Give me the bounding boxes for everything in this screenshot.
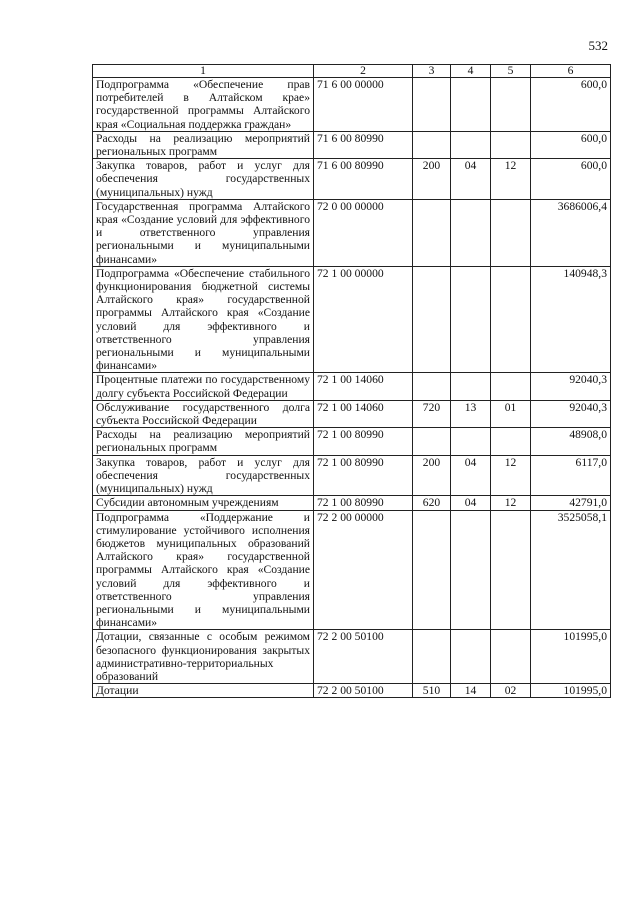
row-vr <box>413 630 451 684</box>
row-name: Закупка товаров, работ и услуг для обеспечения государственных (муниципальных) нужд <box>93 159 314 200</box>
row-pr <box>491 630 531 684</box>
row-code: 72 2 00 50100 <box>314 684 413 698</box>
column-header: 1 <box>93 65 314 78</box>
row-pr: 02 <box>491 684 531 698</box>
row-code: 71 6 00 80990 <box>314 131 413 158</box>
row-vr: 620 <box>413 496 451 510</box>
row-rz: 04 <box>451 159 491 200</box>
row-name: Расходы на реализацию мероприятий региональных программ <box>93 131 314 158</box>
row-sum: 140948,3 <box>531 266 611 373</box>
row-pr <box>491 266 531 373</box>
table-row <box>93 199 611 266</box>
row-vr <box>413 428 451 455</box>
row-sum: 48908,0 <box>531 428 611 455</box>
table-row <box>93 428 611 455</box>
table-row <box>93 400 611 427</box>
row-pr <box>491 131 531 158</box>
table-row <box>93 373 611 400</box>
row-rz <box>451 199 491 266</box>
row-code: 71 6 00 00000 <box>314 78 413 132</box>
row-name: Расходы на реализацию мероприятий региональных программ <box>93 428 314 455</box>
column-header: 4 <box>451 65 491 78</box>
row-sum: 600,0 <box>531 159 611 200</box>
row-name: Обслуживание государственного долга субъекта Российской Федерации <box>93 400 314 427</box>
row-rz <box>451 131 491 158</box>
row-rz: 13 <box>451 400 491 427</box>
row-pr: 12 <box>491 159 531 200</box>
row-vr <box>413 131 451 158</box>
row-vr: 200 <box>413 159 451 200</box>
row-name: Процентные платежи по государственному долгу субъекта Российской Федерации <box>93 373 314 400</box>
row-name: Дотации, связанные с особым режимом безопасного функционирования закрытых административно-территориальных образований <box>93 630 314 684</box>
row-vr: 200 <box>413 455 451 496</box>
row-rz: 04 <box>451 455 491 496</box>
row-name: Дотации <box>93 684 314 698</box>
row-rz <box>451 630 491 684</box>
row-name: Подпрограмма «Обеспечение прав потребителей в Алтайском крае» государственной программы Алтайского края «Социальная поддержка граждан» <box>93 78 314 132</box>
row-vr <box>413 199 451 266</box>
row-code: 72 1 00 00000 <box>314 266 413 373</box>
table-row <box>93 630 611 684</box>
row-rz: 14 <box>451 684 491 698</box>
row-name: Государственная программа Алтайского края «Создание условий для эффективного и ответственного управления региональными и муниципальными финансами» <box>93 199 314 266</box>
row-sum: 600,0 <box>531 78 611 132</box>
table-row <box>93 78 611 132</box>
row-vr: 510 <box>413 684 451 698</box>
row-name: Подпрограмма «Поддержание и стимулирование устойчивого исполнения бюджетов муниципальных образований Алтайского края» государственной программы Алтайского края «Создание условий для эффективного и ответственного управления региональными и муниципальными финансами» <box>93 510 314 630</box>
row-vr: 720 <box>413 400 451 427</box>
table-row <box>93 455 611 496</box>
row-rz: 04 <box>451 496 491 510</box>
table-row <box>93 684 611 698</box>
row-pr <box>491 199 531 266</box>
row-vr <box>413 510 451 630</box>
row-code: 72 2 00 00000 <box>314 510 413 630</box>
row-pr <box>491 373 531 400</box>
row-rz <box>451 78 491 132</box>
budget-table <box>92 64 611 698</box>
table-row <box>93 131 611 158</box>
page-number: 532 <box>588 38 608 53</box>
row-code: 71 6 00 80990 <box>314 159 413 200</box>
column-header: 2 <box>314 65 413 78</box>
table-row <box>93 266 611 373</box>
row-sum: 92040,3 <box>531 373 611 400</box>
row-sum: 3686006,4 <box>531 199 611 266</box>
row-name: Субсидии автономным учреждениям <box>93 496 314 510</box>
row-rz <box>451 373 491 400</box>
row-rz <box>451 510 491 630</box>
row-code: 72 1 00 80990 <box>314 496 413 510</box>
column-header: 3 <box>413 65 451 78</box>
row-sum: 3525058,1 <box>531 510 611 630</box>
row-sum: 6117,0 <box>531 455 611 496</box>
row-name: Закупка товаров, работ и услуг для обеспечения государственных (муниципальных) нужд <box>93 455 314 496</box>
row-sum: 600,0 <box>531 131 611 158</box>
row-pr: 12 <box>491 496 531 510</box>
row-code: 72 2 00 50100 <box>314 630 413 684</box>
row-sum: 92040,3 <box>531 400 611 427</box>
row-vr <box>413 266 451 373</box>
column-header: 5 <box>491 65 531 78</box>
row-code: 72 0 00 00000 <box>314 199 413 266</box>
row-code: 72 1 00 14060 <box>314 373 413 400</box>
row-vr <box>413 78 451 132</box>
row-sum: 101995,0 <box>531 630 611 684</box>
row-pr: 12 <box>491 455 531 496</box>
row-rz <box>451 428 491 455</box>
table-row <box>93 510 611 630</box>
row-name: Подпрограмма «Обеспечение стабильного функционирования бюджетной системы Алтайского края» государственной программы Алтайского края «Создание условий для эффективного и ответственного управления региональными и муниципальными финансами» <box>93 266 314 373</box>
row-sum: 101995,0 <box>531 684 611 698</box>
row-sum: 42791,0 <box>531 496 611 510</box>
column-header: 6 <box>531 65 611 78</box>
row-pr <box>491 428 531 455</box>
row-code: 72 1 00 14060 <box>314 400 413 427</box>
header-row <box>93 65 611 78</box>
table-row <box>93 496 611 510</box>
row-code: 72 1 00 80990 <box>314 428 413 455</box>
row-pr: 01 <box>491 400 531 427</box>
table-row <box>93 159 611 200</box>
row-vr <box>413 373 451 400</box>
row-rz <box>451 266 491 373</box>
row-pr <box>491 78 531 132</box>
row-code: 72 1 00 80990 <box>314 455 413 496</box>
row-pr <box>491 510 531 630</box>
